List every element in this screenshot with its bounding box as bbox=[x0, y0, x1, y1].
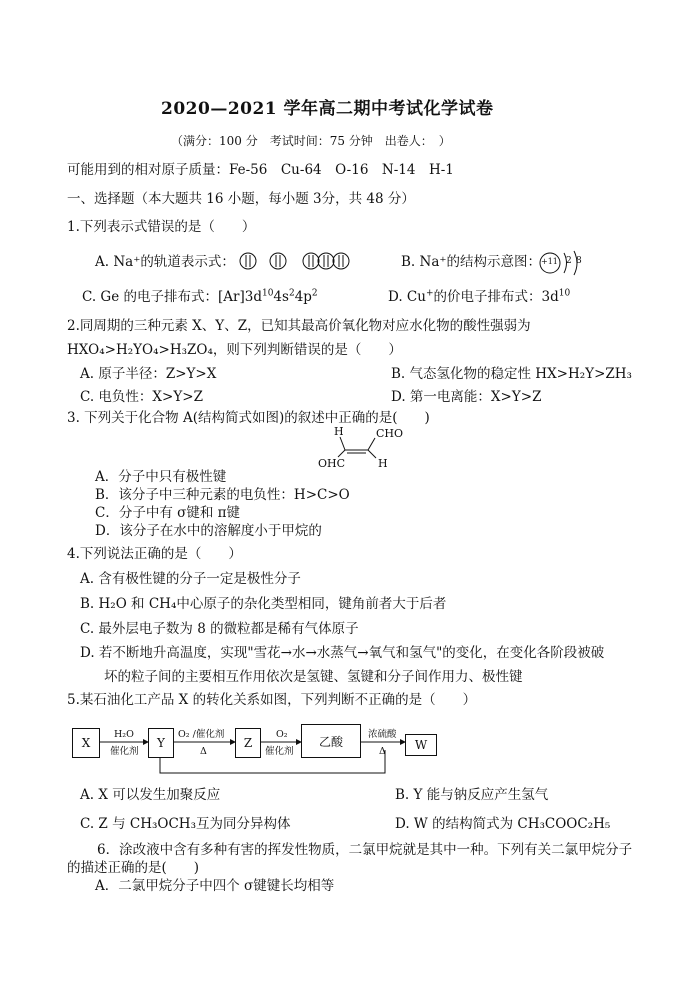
q2-option-a: A. 原子半径：Z>Y>X bbox=[80, 366, 217, 382]
q4-option-c: C. 最外层电子数为 8 的微粒都是稀有气体原子 bbox=[80, 621, 359, 637]
q5-option-c: C. Z 与 CH₃OCH₃互为同分异构体 bbox=[80, 816, 291, 832]
q5-option-b: B. Y 能与钠反应产生氢气 bbox=[395, 787, 549, 803]
section-heading: 一、选择题（本大题共 16 小题，每小题 3分，共 48 分） bbox=[67, 191, 415, 207]
box-w: W bbox=[405, 734, 437, 756]
exam-info: （满分：100 分 考试时间：75 分钟 出卷人： ） bbox=[171, 134, 451, 148]
q4-option-d-cont: 坏的粒子间的主要相互作用依次是氢键、氢键和分子间作用力、极性键 bbox=[104, 669, 523, 685]
q6-option-a: A．二氯甲烷分子中四个 σ键键长均相等 bbox=[95, 878, 335, 894]
box-z: Z bbox=[235, 728, 261, 758]
q3-option-b: B．该分子中三种元素的电负性：H>C>O bbox=[95, 487, 350, 503]
box-acetic-acid: 乙酸 bbox=[301, 724, 361, 758]
q2-option-b: B. 气态氢化物的稳定性 HX>H₂Y>ZH₃ bbox=[391, 366, 632, 382]
q3-option-c: C．分子中有 σ键和 π键 bbox=[95, 505, 240, 521]
nucleus-charge: +11 bbox=[541, 257, 558, 266]
box-x: X bbox=[72, 728, 100, 758]
orbital-diagram-icon bbox=[238, 250, 368, 274]
structural-formula: H CHO OHC H bbox=[318, 425, 404, 470]
q1-stem: 1.下列表示式错误的是（ ） bbox=[67, 219, 256, 235]
q2-option-d: D. 第一电离能：X>Y>Z bbox=[391, 389, 542, 405]
q1-option-a: A. Na⁺的轨道表示式： bbox=[95, 254, 235, 270]
q2-stem-line2: HXO₄>H₂YO₄>H₃ZO₄，则下列判断错误的是（ ） bbox=[67, 342, 402, 358]
box-y: Y bbox=[148, 728, 174, 758]
q5-option-d: D. W 的结构简式为 CH₃COOC₂H₅ bbox=[395, 816, 611, 832]
page-title: 2020—2021 学年高二期中考试化学试卷 bbox=[161, 99, 494, 119]
q2-stem: 2.同周期的三种元素 X、Y、Z，已知其最高价氧化物对应水化物的酸性强弱为 bbox=[67, 318, 531, 334]
q4-option-d: D. 若不断地升高温度，实现"雪花→水→水蒸气→氧气和氢气"的变化，在变化各阶段被破 bbox=[80, 645, 605, 661]
q3-option-d: D．该分子在水中的溶解度小于甲烷的 bbox=[95, 523, 322, 539]
q1-option-b: B. Na⁺的结构示意图： bbox=[401, 254, 541, 270]
atomic-mass-line: 可能用到的相对原子质量：Fe-56 Cu-64 O-16 N-14 H-1 bbox=[67, 162, 454, 178]
atom-structure-icon bbox=[538, 251, 588, 275]
q3-stem: 3. 下列关于化合物 A(结构简式如图)的叙述中正确的是( ) bbox=[67, 410, 430, 426]
shell-2-electrons: 8 bbox=[576, 256, 582, 266]
shell-1-electrons: 2 bbox=[566, 256, 572, 266]
q4-option-a: A. 含有极性键的分子一定是极性分子 bbox=[80, 571, 301, 587]
q2-option-c: C. 电负性：X>Y>Z bbox=[80, 389, 203, 405]
q3-option-a: A．分子中只有极性键 bbox=[95, 469, 227, 485]
q6-stem-line2: 的描述正确的是( ) bbox=[67, 860, 200, 876]
q4-stem: 4.下列说法正确的是（ ） bbox=[67, 546, 242, 562]
q5-option-a: A. X 可以发生加聚反应 bbox=[80, 787, 221, 803]
q4-option-b: B. H₂O 和 CH₄中心原子的杂化类型相同，键角前者大于后者 bbox=[80, 596, 447, 612]
q1-option-d: D. Cu+的价电子排布式：$3d^{10}$ bbox=[388, 288, 571, 305]
q6-stem: 6．涂改液中含有多种有害的挥发性物质，二氯甲烷就是其中一种。下列有关二氯甲烷分子 bbox=[97, 842, 633, 858]
flow-diagram: X Y Z 乙酸 W H₂O 催化剂 O₂ /催化剂 Δ O₂ 催化剂 浓硫酸 Δ bbox=[72, 718, 452, 778]
q5-stem: 5.某石油化工产品 X 的转化关系如图，下列判断不正确的是（ ） bbox=[67, 692, 477, 708]
q1-option-c: C. Ge 的电子排布式：$[Ar]3d^{10}4s^24p^2$ bbox=[82, 288, 318, 305]
